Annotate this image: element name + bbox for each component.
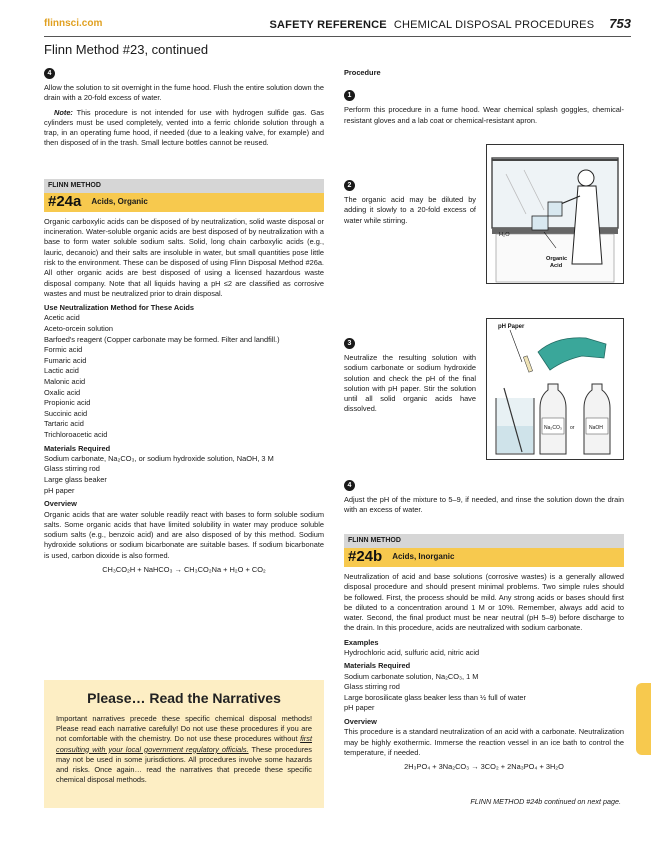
method-number: #24a [48,193,82,211]
material-item: Large glass beaker [44,475,107,485]
right-overview-heading: Overview [344,717,377,727]
right-materials-list [344,672,624,714]
note-text: This procedure is not intended for use with hydrogen sulfide gas. Gas cylinders must be used completely, vented into a ferric chloride solution through a trap, in an operating fume hood, if needed (due to a leaking valve, for example) and then disposed of in the trash. Small lecture bottles cannot be reused. [44,107,324,148]
method-label: FLINN METHOD [44,179,324,193]
step-1-badge: 1 [344,90,355,101]
narratives-text [56,714,312,785]
continued-note: FLINN METHOD #24b continued on next page. [470,797,621,806]
section-thumb-tab[interactable] [636,683,651,755]
method-24b-heading [344,534,624,567]
narratives-text-a: Important narratives precede these specific chemical disposal methods! Please read each narrative carefully! Do not use these procedures if you are not comfortable with the chemistry. Do not use these procedures without [56,714,312,744]
acid-label: Acid [550,263,563,269]
material-item: Glass stirring rod [344,682,400,692]
step-1-text: Perform this procedure in a fume hood. Wear chemical splash goggles, chemical-resistant gloves and a lab coat or chemical-resistant apron. [344,105,624,125]
header-rule [44,36,631,37]
material-item: Glass stirring rod [44,464,100,474]
material-item: pH paper [344,703,375,713]
step-4-badge: 4 [44,68,55,79]
method-24a-heading [44,179,324,212]
acid-list-item: Aceto-orcein solution [44,324,114,334]
acid-list-item: Oxalic acid [44,387,81,397]
site-url[interactable]: flinnsci.com [44,18,103,29]
acid-list-item: Barfoed's reagent (Copper carbonate may be formed. Filter and landfill.) [44,334,280,344]
materials-heading: Materials Required [44,443,111,453]
na2co3-label: Na₂CO₃ [544,425,562,431]
material-item: pH paper [44,485,75,495]
fume-hood-illustration [486,144,624,284]
narratives-callout [44,680,324,808]
left-column [44,68,324,575]
acid-list-item: Tartaric acid [44,419,84,429]
method-band [44,193,324,212]
acid-list-item: Trichloroacetic acid [44,429,108,439]
step-2-block [344,180,476,230]
acid-list-item: Acetic acid [44,313,80,323]
step-3-block [344,338,476,419]
examples-text: Hydrochloric acid, sulfuric acid, nitric acid [344,648,480,658]
narratives-text-b: first consulting with your local government regulatory officials. [56,734,312,754]
step-3-text: Neutralize the resulting solution with sodium carbonate or sodium hydroxide solution and check the pH of the final solution with pH paper. Stir the solution until all solid organic acids have dissolved. [344,353,476,414]
organic-acids-intro: Organic carboxylic acids can be disposed of by neutralization, solid waste disposal or incineration. Water-soluble organic acids are best disposed of by neutralization with a base to form water soluble sodium salts. Solid, long chain carboxylic acids (e.g., lauric, decanoic) and their salts are insoluble in water, but small quantities pose little risk to the environment. These can be disposed of using Flinn Disposal Method #26a. All other organic acids are best disposed of using a licensed hazardous waste disposal company. Note that all liquids having a pH ≤2 are classified as corrosive wastes and must be neutralized prior to drain disposal. [44,216,324,298]
method-24b-label: FLINN METHOD [344,534,624,548]
method-24b-number: #24b [348,548,383,566]
acid-list-item: Propionic acid [44,398,91,408]
step-4-right-badge: 4 [344,480,355,491]
acid-list-item: Succinic acid [44,408,88,418]
right-equation: 2H₃PO₄ + 3Na₂CO₃ → 3CO₂ + 2Na₃PO₄ + 3H₂O [404,762,564,772]
h2o-label: H₂O [499,232,510,238]
method-24b-section [344,534,624,773]
acid-list-item: Formic acid [44,345,83,355]
note-paragraph [44,108,324,149]
running-header [269,16,631,31]
material-item: Sodium carbonate, Na₂CO₃, or sodium hydroxide solution, NaOH, 3 M [44,453,274,463]
acid-list [44,313,324,440]
method-24b-band [344,548,624,567]
procedure-heading: Procedure [344,68,381,77]
acid-list-item: Lactic acid [44,366,79,376]
step-2-text: The organic acid may be diluted by adding it slowly to a 20-fold excess of water while stirring. [344,195,476,225]
overview-text: Organic acids that are water soluble readily react with bases to form soluble sodium salts. Some organic acids that have limited solubility in water may produce soluble sodium salts (e.g., benzoic acid) and are also disposed of by this method. Sodium hydroxide solutions or sodium bicarbonate are suitable bases. If sodium bicarbonate is used, carbon dioxide is also formed. [44,509,324,560]
section-label: SAFETY REFERENCE [269,19,387,31]
method-24b-name: Acids, Inorganic [392,552,455,562]
step-4-text: Allow the solution to sit overnight in the fume hood. Flush the entire solution down the drain with a 20-fold excess of water. [44,83,324,103]
note-label: Note: [54,107,73,117]
equation: CH₃CO₂H + NaHCO₃ → CH₃CO₂Na + H₂O + CO₂ [102,565,266,575]
category-label: CHEMICAL DISPOSAL PROCEDURES [393,19,595,31]
or-label: or [570,425,575,431]
right-materials-heading: Materials Required [344,661,411,671]
acid-list-item: Fumaric acid [44,355,87,365]
method-name: Acids, Organic [91,197,148,207]
inorganic-intro: Neutralization of acid and base solutions (corrosive wastes) is a generally allowed disposal procedure and should present minimal problems. Two simple rules should be followed. First, the process should be mild. Any strong acids or bases should first be diluted to a concentration around 1 M or 10%. Remember, always add acid to water. Second, the final product must be near neutral (pH 5–9) before discharge to the drain. In this procedure, acids are neutralized with sodium carbonate. [344,572,624,633]
narratives-title: Please… Read the Narratives [87,690,281,706]
materials-list [44,454,324,496]
organic-label: Organic [546,256,568,262]
material-item: Large borosilicate glass beaker less than ½ full of water [344,692,526,702]
step-4-block [344,480,624,520]
step-3-badge: 3 [344,338,355,349]
overview-heading: Overview [44,499,77,509]
method-continued-title: Flinn Method #23, continued [44,42,209,57]
material-item: Sodium carbonate solution, Na₂CO₃, 1 M [344,671,479,681]
ph-paper-label: pH Paper [498,324,525,330]
acid-list-item: Malonic acid [44,377,86,387]
narratives-text-c: These procedures may not be used in some jurisdictions. All procedures involve some hazards and risks. Once again… read the narratives that precede these specific chemical disposal methods. [56,744,312,785]
neutralization-illustration [486,318,624,460]
step-4-right-text: Adjust the pH of the mixture to 5–9, if needed, and rinse the solution down the drain with an excess of water. [344,495,624,515]
right-overview-text: This procedure is a standard neutralization of an acid with a carbonate. Neutralization may be highly exothermic. Immerse the reaction vessel in an ice bath to control the temperature, if needed. [344,727,624,757]
procedure-section [344,68,624,130]
naoh-label: NaOH [589,425,603,431]
step-2-badge: 2 [344,180,355,191]
examples-heading: Examples [344,637,379,647]
page-number: 753 [609,16,631,31]
use-heading: Use Neutralization Method for These Acids [44,303,195,313]
